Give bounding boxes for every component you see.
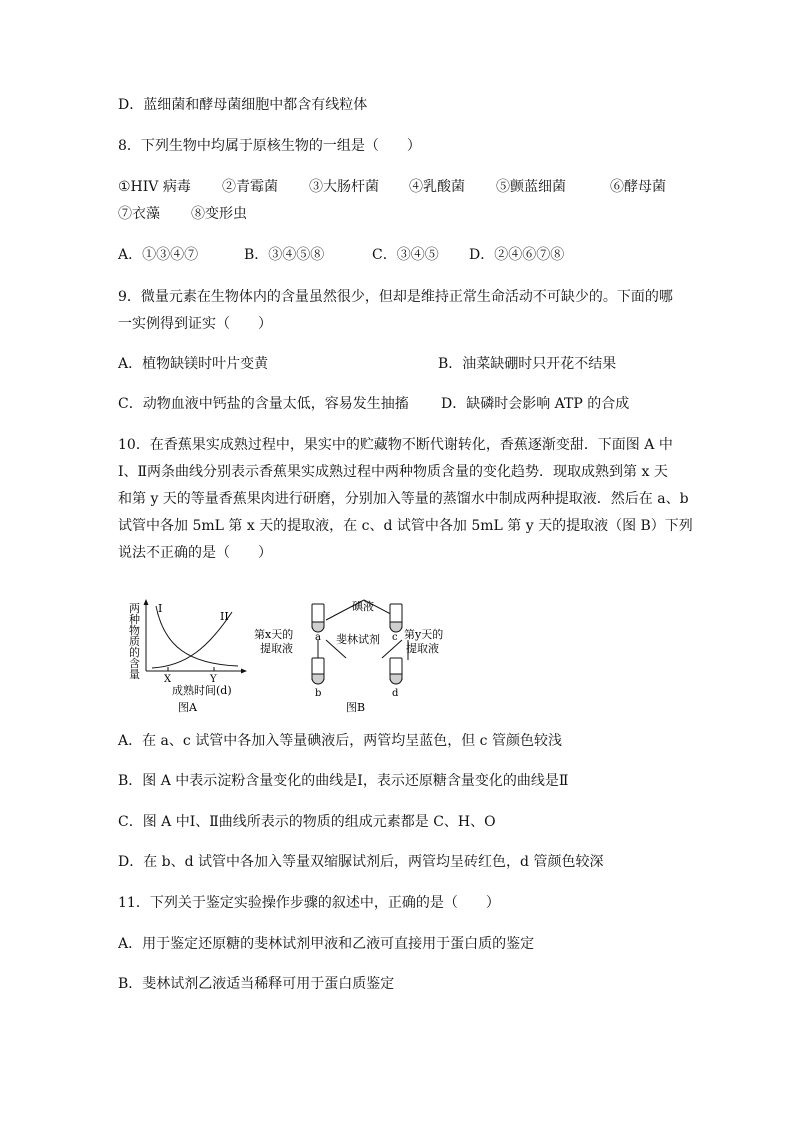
q8-item-2: ②青霉菌: [222, 179, 278, 195]
figb-right-label-1: 第y天的: [404, 628, 444, 641]
figb-caption: 图B: [346, 701, 366, 714]
q8-item-5: ⑤颤蓝细菌: [496, 179, 566, 195]
figa-xlabel: 成熟时间(d): [172, 684, 232, 697]
q9-option-c: C．动物血液中钙盐的含量太低，容易发生抽搐: [118, 396, 409, 412]
figb-left-label-1: 第x天的: [254, 628, 294, 641]
q10-stem-line3: 和第 y 天的等量香蕉果肉进行研磨，分别加入等量的蒸馏水中制成两种提取液．然后在 a、b: [118, 491, 689, 507]
q8-item-1: ①HIV 病毒: [118, 179, 191, 195]
q8-option-d: D．②④⑥⑦⑧: [469, 247, 565, 263]
q11-option-b: B．斐林试剂乙液适当稀释可用于蛋白质鉴定: [118, 976, 395, 992]
figb-tube-d-label: d: [392, 688, 399, 699]
figb-tube-a: [312, 604, 324, 632]
q10-option-a: A．在 a、c 试管中各加入等量碘液后，两管均呈蓝色，但 c 管颜色较浅: [118, 733, 562, 749]
figa-ylabel-char: 物: [129, 624, 140, 637]
q10-figure: [126, 596, 466, 714]
q9-stem-line1: 9．微量元素在生物体内的含量虽然很少，但却是维持正常生命活动不可缺少的。下面的哪: [118, 289, 673, 305]
figa-tick-y-label: Y: [210, 674, 217, 685]
figa-curve-ii-label: II: [220, 610, 229, 623]
q9-stem-line2: 一实例得到证实（ ）: [118, 316, 272, 332]
q8-item-4: ④乳酸菌: [409, 179, 465, 195]
q10-option-d: D．在 b、d 试管中各加入等量双缩脲试剂后，两管均呈砖红色，d 管颜色较深: [118, 854, 604, 870]
figa-tick-x-label: X: [164, 674, 172, 685]
figa-curve-i-label: I: [158, 602, 163, 615]
q8-option-b: B．③④⑤⑧: [244, 247, 325, 263]
q11-stem: 11．下列关于鉴定实验操作步骤的叙述中，正确的是（ ）: [118, 895, 500, 911]
q8-option-c: C．③④⑤: [372, 247, 439, 263]
figb-iodine-label: 碘液: [352, 600, 374, 613]
q10-stem-line1: 10．在香蕉果实成熟过程中，果实中的贮藏物不断代谢转化，香蕉逐渐变甜．下面图 A 中: [118, 437, 673, 453]
q8-item-8: ⑧变形虫: [191, 206, 247, 222]
figa-ylabel-char: 种: [129, 613, 140, 626]
figa-ylabel-char: 两: [129, 602, 140, 615]
q11-option-a: A．用于鉴定还原糖的斐林试剂甲液和乙液可直接用于蛋白质的鉴定: [118, 936, 535, 952]
figb-tube-b-label: b: [315, 688, 322, 699]
figa-ylabel-char: 量: [129, 668, 140, 681]
figa-x-arrow: [241, 669, 247, 674]
q10-stem-line4: 试管中各加 5mL 第 x 天的提取液，在 c、d 试管中各加 5mL 第 y 天的提取液（图 B）下列: [118, 518, 693, 534]
figb-tube-c: [390, 604, 402, 632]
figb-tube-d: [390, 658, 402, 684]
figa-ylabel-char: 含: [129, 657, 140, 670]
figa-y-arrow: [144, 599, 149, 605]
figb-tube-c-label: c: [392, 632, 398, 643]
figb-fehling-label: 斐林试剂: [336, 633, 380, 646]
figb-tube-b: [312, 658, 324, 684]
figure-b: [254, 599, 443, 714]
q10-option-b: B．图 A 中表示淀粉含量变化的曲线是Ⅰ，表示还原糖含量变化的曲线是Ⅱ: [118, 773, 569, 789]
figa-ylabel-char: 质: [129, 635, 140, 648]
figb-right-label-2: 提取液: [406, 642, 439, 655]
figb-left-label-2: 提取液: [260, 642, 293, 655]
q8-item-3: ③大肠杆菌: [309, 179, 379, 195]
q7-option-d: D．蓝细菌和酵母菌细胞中都含有线粒体: [118, 97, 368, 113]
figa-caption: 图A: [178, 701, 197, 714]
q9-option-a: A．植物缺镁时叶片变黄: [118, 356, 269, 372]
q9-option-d: D．缺磷时会影响 ATP 的合成: [441, 396, 630, 412]
q8-stem: 8．下列生物中均属于原核生物的一组是（ ）: [118, 138, 421, 154]
figure-a: [129, 599, 247, 714]
q10-option-c: C．图 A 中Ⅰ、Ⅱ曲线所表示的物质的组成元素都是 C、H、O: [118, 814, 496, 830]
q10-stem-line2: Ⅰ、Ⅱ两条曲线分别表示香蕉果实成熟过程中两种物质含量的变化趋势．现取成熟到第 x 天: [118, 464, 668, 480]
q8-item-7: ⑦衣藻: [118, 206, 160, 222]
figa-ylabel-chars: [129, 602, 140, 681]
q8-item-6: ⑥酵母菌: [610, 179, 666, 195]
figb-tube-a-label: a: [315, 632, 321, 643]
q10-stem-line5: 说法不正确的是（ ）: [118, 545, 272, 561]
q9-option-b: B．油菜缺硼时只开花不结果: [438, 356, 617, 372]
figa-ylabel-char: 的: [129, 646, 140, 659]
q8-option-a: A．①③④⑦: [118, 247, 199, 263]
